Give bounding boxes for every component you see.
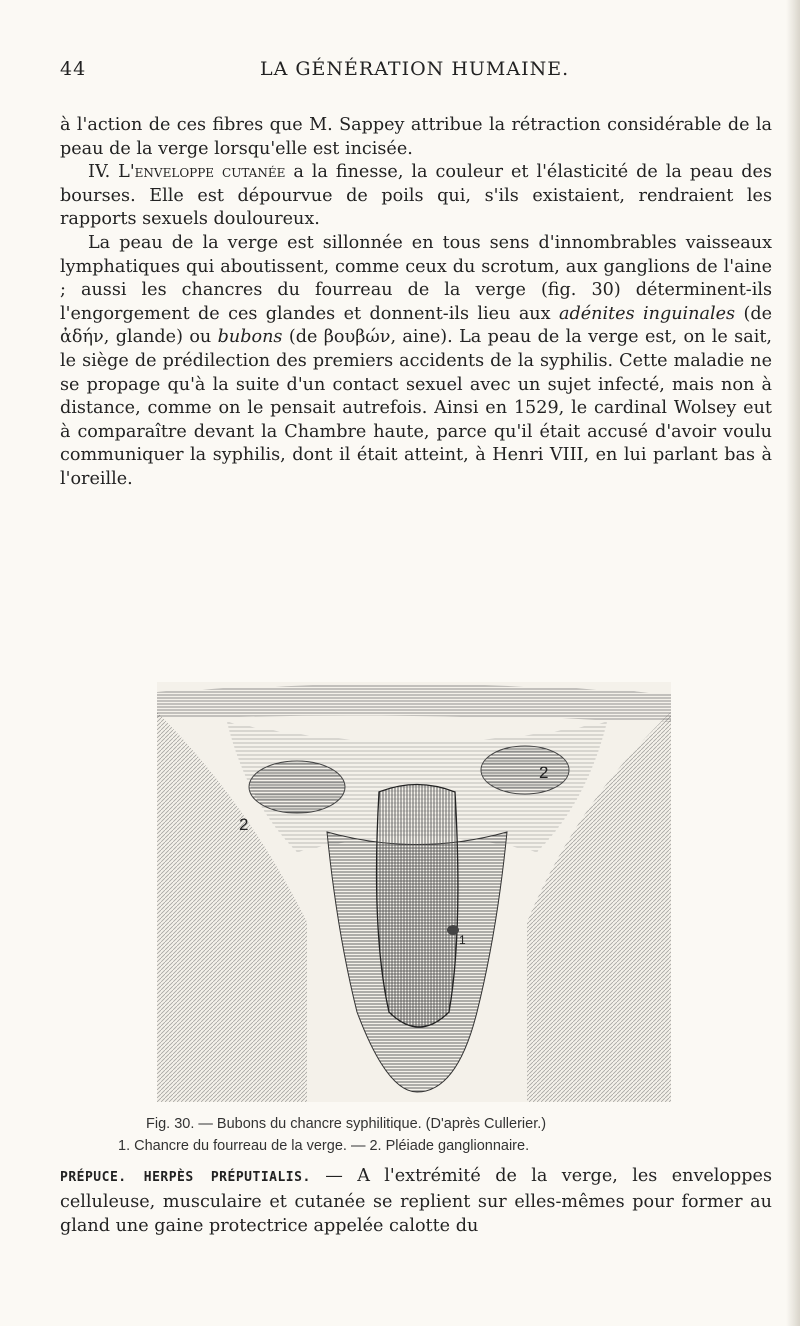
- running-title: LA GÉNÉRATION HUMAINE.: [260, 58, 570, 80]
- paragraph-2-smallcaps: L'enveloppe cutanée: [118, 162, 286, 183]
- section-text: — A l'extrémité de la verge, les enveloppes celluleuse, musculaire et cutanée se replient sur elles-mêmes pour former au gland une gaine protectrice appelée calotte du: [60, 1166, 772, 1236]
- figure-caption: [118, 1113, 758, 1157]
- penis-shaft: [377, 785, 458, 1028]
- running-header: [60, 58, 760, 88]
- lymph-node-cluster-right: [481, 746, 569, 794]
- caption-legend: 1. Chancre du fourreau de la verge. — 2. Pléiade ganglionnaire.: [118, 1138, 530, 1154]
- page-number: 44: [60, 58, 87, 80]
- paragraph-2-rest: a la finesse, la couleur et l'élasticité de la peau des bourses. Elle est dépourvue de poils qui, s'ils existaient, rendraient les rapports sexuels douloureux.: [60, 162, 772, 230]
- page-edge-shadow: [786, 0, 800, 1326]
- paragraph-2: [60, 161, 772, 232]
- paragraph-3-c: (de βουβών, aine). La peau de la verge est, on le sait, le siège de prédilection des premiers accidents de la syphilis. Cette maladie ne se propage qu'à la suite d'un contact sexuel avec un sujet infecté, mais non à distance, comme on le pensait autrefois. Ainsi en 1529, le cardinal Wolsey eut à comparaître devant la Chambre haute, parce qu'il était accusé d'avoir voulu communiquer la syphilis, dont il était atteint, à Henri VIII, en lui parlant bas à l'oreille.: [60, 327, 772, 489]
- paragraph-1: à l'action de ces fibres que M. Sappey attribue la rétraction considérable de la peau de la verge lorsqu'elle est incisée.: [60, 115, 772, 159]
- caption-title: Fig. 30. — Bubons du chancre syphilitique. (D'après Cullerier.): [146, 1116, 547, 1132]
- figure-label-1: 1: [459, 933, 466, 947]
- main-text: [60, 114, 772, 492]
- paragraph-3-a: La peau de la verge est sillonnée en tous sens d'innombrables vaisseaux lymphatiques qui aboutissent, comme ceux du scrotum, aux ganglions de l'aine ; aussi les chancres du fourreau de la verge (fig. 30) déterminent-ils l'engorgement de ces glandes et donnent-ils lieu aux: [60, 232, 772, 324]
- figure-label-2-left: 2: [239, 815, 249, 834]
- section-prepuce: [60, 1164, 772, 1238]
- figure-label-2-right: 2: [539, 763, 549, 782]
- term-bubons: bubons: [217, 327, 283, 348]
- lymph-node-cluster-left: [249, 761, 345, 813]
- paragraph-2-lead: IV.: [88, 162, 119, 183]
- term-adenites: adénites inguinales: [558, 303, 736, 324]
- figure-engraving: [157, 682, 671, 1102]
- paragraph-3-b: (de ἀδήν, glande) ou: [60, 303, 772, 348]
- section-heading: PRÉPUCE. HERPÈS PRÉPUTIALIS.: [60, 1170, 311, 1185]
- paragraph-3: [60, 232, 772, 492]
- chancre-mark: [447, 925, 459, 935]
